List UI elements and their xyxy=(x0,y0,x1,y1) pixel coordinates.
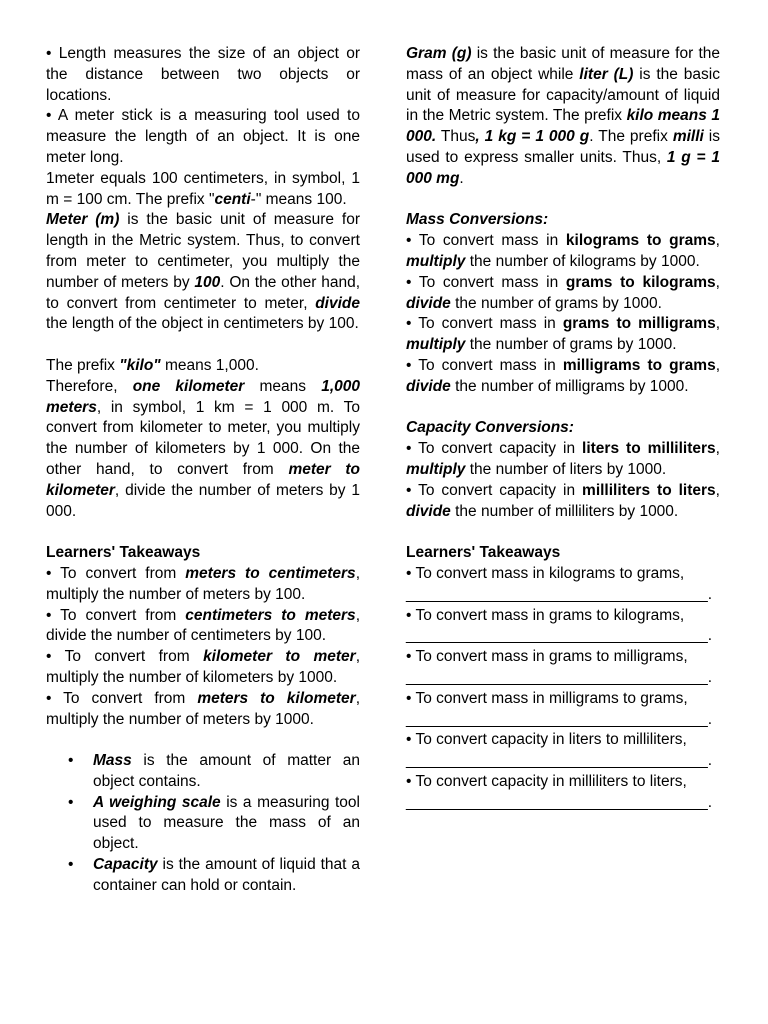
fill-in-blank: ___________________________________. xyxy=(406,585,713,603)
fill-in-blank: ___________________________________. xyxy=(406,752,713,770)
fill-in-blank: ___________________________________. xyxy=(406,710,713,728)
centi-prefix-paragraph: 1meter equals 100 centimeters, in symbol, 1 m = 100 cm. The prefix "centi-" means 100. xyxy=(46,169,360,208)
list-item-weighing-scale: • A weighing scale is a measuring tool used to measure the mass of an object. xyxy=(46,793,360,855)
fill-in-item: • To convert mass in milligrams to grams, ___________________________________. xyxy=(406,689,720,731)
mass-grams-to-kilograms: • To convert mass in grams to kilograms, divide the number of grams by 1000. xyxy=(406,273,720,312)
fill-in-item: • To convert capacity in liters to milliliters, ___________________________________. xyxy=(406,730,720,772)
definitions-list xyxy=(46,751,360,897)
length-definition: • Length measures the size of an object or the distance between two objects or locations. xyxy=(46,45,360,104)
gram-liter-paragraph: Gram (g) is the basic unit of measure for the mass of an object while liter (L) is the basic unit of measure for capacity/amount of liquid in the Metric system. The prefix kilo means 1 000. Thus, 1 kg = 1 000 g. The prefix milli is used to express smaller units. Thus, 1 g = 1 000 mg. xyxy=(406,45,721,187)
capacity-conversions-heading: Capacity Conversions: xyxy=(406,419,574,437)
left-takeaways-heading: Learners' Takeaways xyxy=(46,544,201,562)
mass-kilograms-to-grams: • To convert mass in kilograms to grams, multiply the number of kilograms by 1000. xyxy=(406,232,720,270)
fill-in-item: • To convert capacity in milliliters to liters, ___________________________________. xyxy=(406,772,720,814)
takeaway-meters-to-centimeters: • To convert from meters to centimeters, multiply the number of meters by 100. xyxy=(46,564,360,603)
mass-grams-to-milligrams: • To convert mass in grams to milligrams, multiply the number of grams by 1000. xyxy=(406,315,720,354)
kilometer-paragraph: Therefore, one kilometer means 1,000 meters, in symbol, 1 km = 1 000 m. To convert from kilometer to meter, you multiply the number of kilometers by 1 000. On the other hand, to convert from meter to kilometer, divide the number of meters by 1 000. xyxy=(46,377,361,520)
right-column xyxy=(406,44,720,813)
takeaway-centimeters-to-meters: • To convert from centimeters to meters, divide the number of centimeters by 100. xyxy=(46,606,360,645)
fill-in-blank: ___________________________________. xyxy=(406,668,713,686)
takeaway-meters-to-kilometer: • To convert from meters to kilometer, multiply the number of meters by 1000. xyxy=(46,689,360,728)
capacity-liters-to-milliliters: • To convert capacity in liters to milliliters, multiply the number of liters by 1000. xyxy=(406,440,720,478)
meter-stick-definition: • A meter stick is a measuring tool used to measure the length of an object. It is one meter long. xyxy=(46,107,360,166)
fill-in-item: • To convert mass in grams to milligrams, ___________________________________. xyxy=(406,647,720,689)
fill-in-item: • To convert mass in kilograms to grams, ___________________________________. xyxy=(406,564,720,606)
kilo-prefix-paragraph: The prefix "kilo" means 1,000. xyxy=(46,356,259,374)
list-item-mass: • Mass is the amount of matter an object contains. xyxy=(46,751,360,793)
list-item-capacity: • Capacity is the amount of liquid that a container can hold or contain. xyxy=(46,855,360,897)
fill-in-blank: ___________________________________. xyxy=(406,793,713,811)
mass-milligrams-to-grams: • To convert mass in milligrams to grams, divide the number of milligrams by 1000. xyxy=(406,356,720,395)
takeaway-kilometer-to-meter: • To convert from kilometer to meter, multiply the number of kilometers by 1000. xyxy=(46,648,360,686)
right-takeaways-heading: Learners' Takeaways xyxy=(406,544,561,562)
mass-conversions-heading: Mass Conversions: xyxy=(406,211,549,229)
fill-in-blank: ___________________________________. xyxy=(406,627,713,645)
meter-definition-paragraph: Meter (m) is the basic unit of measure for length in the Metric system. Thus, to convert from meter to centimeter, you multiply the number of meters by 100. On the other hand, to convert from centimeter to meter, divide the length of the object in centimeters by 100. xyxy=(46,211,361,333)
capacity-milliliters-to-liters: • To convert capacity in milliliters to liters, divide the number of milliliters by 1000. xyxy=(406,481,720,520)
left-column xyxy=(46,44,360,897)
fill-in-item: • To convert mass in grams to kilograms, ___________________________________. xyxy=(406,606,720,648)
